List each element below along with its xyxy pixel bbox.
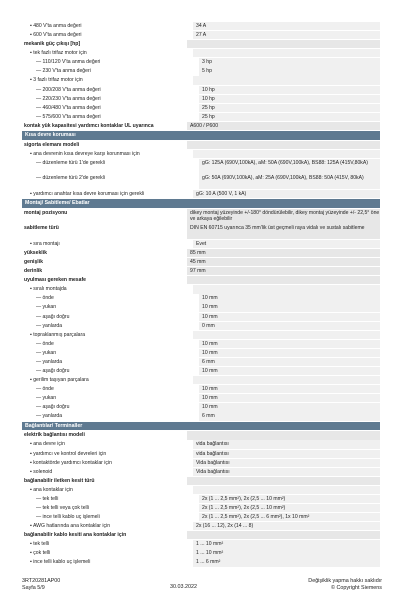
spec-row [22,67,380,75]
spec-row [22,267,380,275]
spec-value: gG: 10 A (500 V, 1 kA) [193,190,380,198]
spec-label: montaj pozisyonu [24,209,68,216]
spec-value: gG: 50A (690V,100kA), aM: 25A (690V,100kA), BS88: 50A (415V, 80kA) [199,174,380,189]
spec-value [193,486,380,494]
spec-row [22,358,380,366]
spec-label: sabitleme türü [24,225,59,232]
spec-row [22,440,380,448]
spec-label: — 230 V'ta anma değeri [36,68,91,75]
spec-label: ▪ çok telli [30,550,51,557]
spec-label: ▪ kontaktörde yardımcı kontaklar için [30,459,112,466]
spec-value: 10 mm [199,340,380,348]
spec-row [22,303,380,311]
spec-value: 10 mm [199,367,380,375]
spec-row [22,495,380,503]
spec-value: 10 hp [199,95,380,103]
spec-value [187,141,380,149]
spec-label: genişlik [24,259,43,266]
spec-value: Vida bağlantısı [193,468,380,476]
spec-row [22,431,380,439]
spec-label: uyulması gereken mesafe [24,277,87,284]
spec-label: — yukarı [36,349,57,356]
spec-label: ▪ yardımcı ve kontrol devreleri için [30,450,107,457]
spec-value: dikey montaj yüzeyinde +/-180° döndürülebilir, dikey montaj yüzeyinde +/- 22,5° öne ve arkaya eğilebilir [187,209,380,224]
spec-row [22,249,380,257]
spec-row [22,276,380,284]
spec-value: 97 mm [187,267,380,275]
spec-label: ▪ ince telli kablo uç işlemeli [30,559,91,566]
spec-label: — düzenleme türü 1'de gerekli [36,160,105,166]
spec-value [193,76,380,84]
spec-label: — düzenleme türü 2'de gerekli [36,175,105,182]
spec-label: ▪ sıra montajı [30,240,60,247]
spec-row [22,513,380,521]
spec-row [22,86,380,94]
spec-label: — önde [36,386,54,393]
spec-label: ▪ 480 V'ta anma değeri [30,23,82,29]
spec-row [22,224,380,239]
spec-row [22,31,380,39]
spec-row [22,412,380,420]
spec-row [22,322,380,330]
spec-label: — yanlarda [36,358,63,365]
section-header-connections: Bağlantılar/ Terminaller [22,422,380,431]
spec-value: 10 mm [199,294,380,302]
spec-row [22,104,380,112]
spec-row [22,459,380,467]
spec-label: bağlanabilir iletken kesit türü [24,477,95,484]
spec-value: gG: 125A (690V,100kA), aM: 50A (690V,100kA), BS88: 125A (415V,80kA) [199,159,380,174]
spec-label: — aşağı doğru [36,313,70,320]
spec-row [22,174,380,189]
spec-value: 45 mm [187,258,380,266]
spec-row [22,394,380,402]
spec-label: — önde [36,340,54,347]
spec-label: ▪ solenoid [30,468,53,475]
spec-value: 25 hp [199,104,380,112]
spec-value: 10 mm [199,385,380,393]
spec-value: vida bağlantısı [193,450,380,458]
spec-row [22,477,380,485]
spec-value: 5 hp [199,67,380,75]
spec-value [193,150,380,158]
spec-label: ▪ 3 fazlı trifaz motor için [30,77,83,84]
spec-value [193,285,380,293]
spec-row [22,159,380,174]
footer-page-number: Sayfa 5/9 [22,585,45,591]
spec-label: — 220/230 V'ta anma değeri [36,95,101,102]
spec-value: 2x (16 ... 12), 2x (14 ... 8) [193,522,380,530]
spec-row [22,376,380,384]
datasheet [22,22,380,568]
spec-value: 10 mm [199,394,380,402]
rating-rows [22,22,380,130]
spec-label: ▪ topraklanmış parçalara [30,331,86,338]
spec-value [187,40,380,48]
spec-label: bağlanabilir kablo kesiti ana kontaklar için [24,532,127,539]
spec-value: 10 mm [199,303,380,311]
spec-label: ▪ ana devre için [30,441,65,448]
spec-label: ▪ tek telli [30,541,50,548]
spec-row [22,294,380,302]
spec-row [22,450,380,458]
spec-row [22,49,380,57]
footer-date: 30.03.2022 [170,584,197,590]
spec-row [22,468,380,476]
spec-label: ▪ yardımcı anahtar kısa devre koruması için gerekli [30,190,145,197]
spec-row [22,150,380,158]
short-circuit-rows [22,141,380,198]
spec-row [22,331,380,339]
spec-row [22,349,380,357]
spec-label: — 460/480 V'ta anma değeri [36,104,101,111]
spec-value: 2x (1 ... 2,5 mm²), 2x (2,5 ... 10 mm²) [199,504,380,512]
spec-value: 1 ... 6 mm² [193,558,380,566]
spec-value: 6 mm [199,358,380,366]
spec-row [22,240,380,248]
spec-row [22,76,380,84]
spec-row [22,403,380,411]
spec-label: ▪ AWG hatlarında ana kontaklar için [30,523,111,530]
spec-row [22,40,380,48]
spec-label: elektrik bağlantısı modeli [24,432,85,439]
spec-value: 3 hp [199,58,380,66]
spec-value: 10 mm [199,313,380,321]
spec-label: sigorta elemanı modeli [24,141,80,148]
spec-value [187,276,380,284]
spec-row [22,122,380,130]
mounting-rows [22,209,380,421]
spec-value [193,331,380,339]
spec-row [22,190,380,198]
spec-label: — 575/600 V'ta anma değeri [36,113,101,120]
spec-value: Evet [193,240,380,248]
spec-row [22,385,380,393]
spec-label: — yukarı [36,395,57,402]
spec-value: 27 A [193,31,380,39]
spec-row [22,22,380,30]
spec-label: — yukarı [36,304,57,311]
spec-value: 34 A [193,22,380,30]
spec-row [22,58,380,66]
footer-copyright: © Copyright Siemens [330,585,382,591]
spec-row [22,549,380,557]
spec-label: mekanik güç çıkışı [hp] [24,41,81,48]
spec-row [22,285,380,293]
spec-value: 2x (1 ... 2,5 mm²), 2x (2,5 ... 10 mm²) [199,495,380,503]
spec-row [22,141,380,149]
spec-row [22,504,380,512]
spec-label: — önde [36,295,54,302]
spec-row [22,486,380,494]
spec-row [22,522,380,530]
connection-rows [22,431,380,566]
spec-row [22,558,380,566]
spec-label: — ince telli kablo uç işlemeli [36,514,100,521]
spec-row [22,258,380,266]
spec-label: derinlik [24,268,43,275]
spec-value: 1 ... 10 mm² [193,540,380,548]
spec-label: ▪ sıralı montajda [30,286,67,293]
spec-label: ▪ gerilim taşıyan parçalara [30,377,89,384]
spec-value: DIN EN 60715 uyarınca 35 mm'lik üst geçmeli raya vidalı ve sustalı sabitleme [187,224,380,239]
spec-row [22,313,380,321]
spec-row [22,367,380,375]
spec-value: vida bağlantısı [193,440,380,448]
spec-value: 10 hp [199,86,380,94]
spec-value: 85 mm [187,249,380,257]
spec-value [187,477,380,485]
spec-label: — tek telli [36,495,59,502]
spec-label: — yanlarda [36,413,63,420]
spec-value [187,431,380,439]
spec-value: 10 mm [199,403,380,411]
spec-value: 6 mm [199,412,380,420]
spec-value [193,49,380,57]
spec-row [22,209,380,224]
spec-value [187,531,380,539]
spec-row [22,340,380,348]
spec-value: Vida bağlantısı [193,459,380,467]
spec-label: ▪ ana kontaklar için [30,486,73,493]
spec-label: — 110/120 V'ta anma değeri [36,59,101,66]
spec-value: 10 mm [199,349,380,357]
spec-label: ▪ ana devrenin kısa devreye karşı korunması için [30,150,140,157]
spec-label: yükseklik [24,250,47,256]
spec-value: 0 mm [199,322,380,330]
spec-value: A600 / P600 [187,122,380,130]
footer-doc-id: 3RT20281AP00 [22,578,61,584]
spec-value: 1 ... 10 mm² [193,549,380,557]
footer-change-notice: Değişiklik yapma hakkı saklıdır [308,578,382,584]
spec-value: 2x (1 ... 2,5 mm²), 2x (2,5 ... 6 mm²), 1x 10 mm² [199,513,380,521]
spec-value [193,376,380,384]
spec-label: — aşağı doğru [36,404,70,411]
section-header-mounting: Montaj/ Sabitleme/ Ebatlar [22,199,380,208]
spec-row [22,113,380,121]
spec-row [22,531,380,539]
spec-label: — tek telli veya çok telli [36,505,89,512]
spec-label: kontak yük kapasitesi yardımcı kontaklar UL uyarınca [24,122,154,129]
spec-label: ▪ tek fazlı trifaz motor için [30,50,87,57]
spec-value: 25 hp [199,113,380,121]
spec-label: — 200/208 V'ta anma değeri [36,86,101,93]
section-header-short-circuit: Kısa devre koruması [22,131,380,140]
spec-label: — yanlarda [36,322,63,329]
spec-label: ▪ 600 V'ta anma değeri [30,32,82,39]
spec-row [22,540,380,548]
spec-label: — aşağı doğru [36,368,70,375]
spec-row [22,95,380,103]
